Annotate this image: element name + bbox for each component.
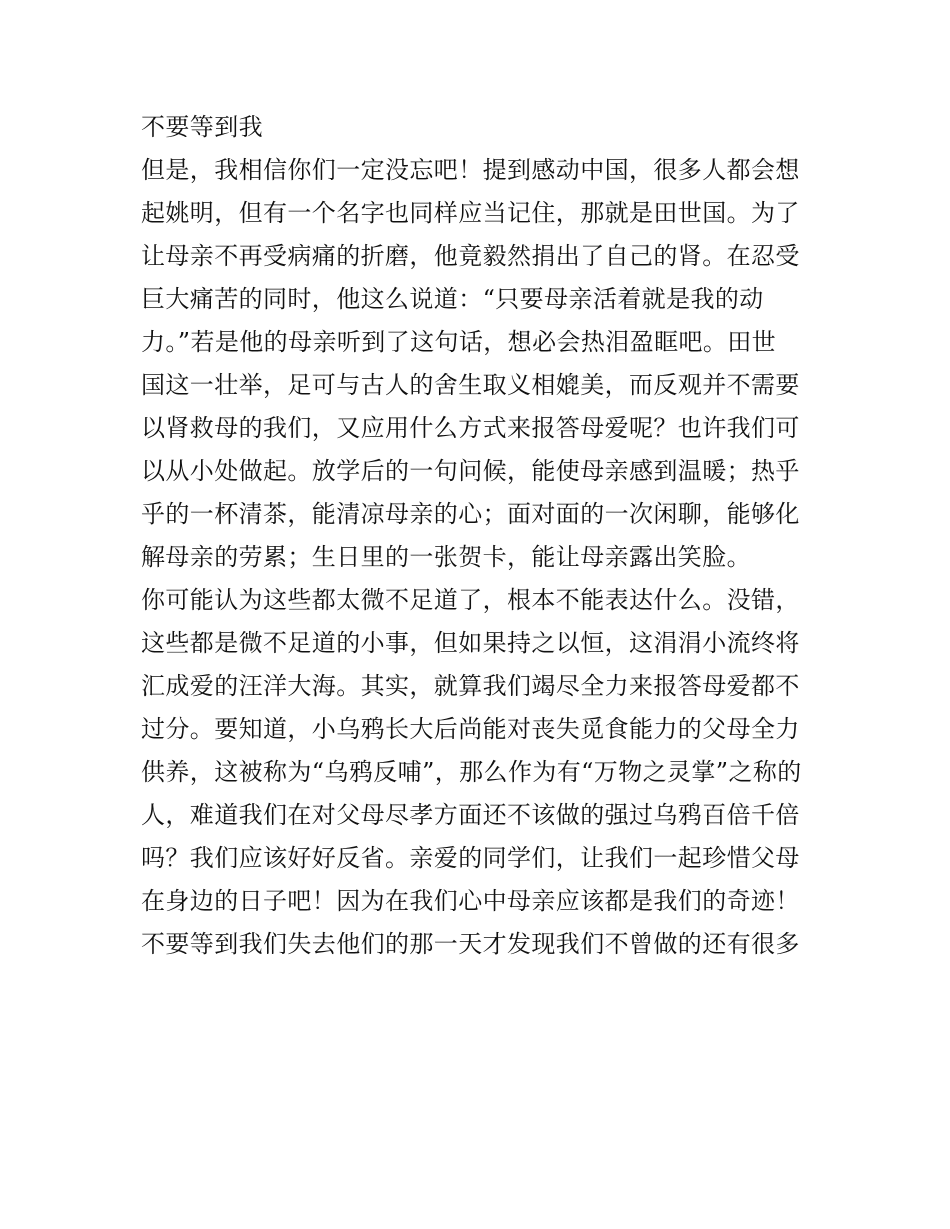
body-line-9: 乎的一杯清茶，能清凉母亲的心；面对面的一次闲聊，能够化 (141, 500, 800, 528)
body-line-11: 你可能认为这些都太微不足道了，根本不能表达什么。没错， (141, 586, 800, 614)
body-line-17: 吗？我们应该好好反省。亲爱的同学们，让我们一起珍惜父母 (141, 844, 800, 872)
body-line-19: 不要等到我们失去他们的那一天才发现我们不曾做的还有很多 (141, 930, 800, 958)
body-line-7: 以肾救母的我们，又应用什么方式来报答母爱呢？也许我们可 (141, 414, 800, 442)
body-line-1: 但是，我相信你们一定没忘吧！提到感动中国，很多人都会想 (141, 156, 800, 184)
body-line-12: 这些都是微不足道的小事，但如果持之以恒，这涓涓小流终将 (141, 629, 800, 657)
body-line-5: 力。”若是他的母亲听到了这句话，想必会热泪盈眶吧。田世 (141, 328, 777, 356)
body-line-18: 在身边的日子吧！因为在我们心中母亲应该都是我们的奇迹！ (141, 887, 800, 915)
body-line-3: 让母亲不再受病痛的折磨，他竟毅然捐出了自己的肾。在忍受 (141, 242, 800, 270)
body-line-15: 供养，这被称为“乌鸦反哺”，那么作为有“万物之灵掌”之称的 (141, 758, 802, 786)
body-line-10: 解母亲的劳累；生日里的一张贺卡，能让母亲露出笑脸。 (141, 543, 751, 571)
body-line-16: 人，难道我们在对父母尽孝方面还不该做的强过乌鸦百倍千倍 (141, 801, 800, 829)
document-title: 不要等到我 (141, 113, 263, 141)
document-body (141, 106, 821, 966)
body-line-4: 巨大痛苦的同时，他这么说道：“只要母亲活着就是我的动 (141, 285, 764, 313)
body-line-13: 汇成爱的汪洋大海。其实，就算我们竭尽全力来报答母爱都不 (141, 672, 800, 700)
body-line-8: 以从小处做起。放学后的一句问候，能使母亲感到温暖；热乎 (141, 457, 800, 485)
body-line-14: 过分。要知道，小乌鸦长大后尚能对丧失觅食能力的父母全力 (141, 715, 800, 743)
body-line-6: 国这一壮举，足可与古人的舍生取义相媲美，而反观并不需要 (141, 371, 800, 399)
body-line-2: 起姚明，但有一个名字也同样应当记住，那就是田世国。为了 (141, 199, 800, 227)
